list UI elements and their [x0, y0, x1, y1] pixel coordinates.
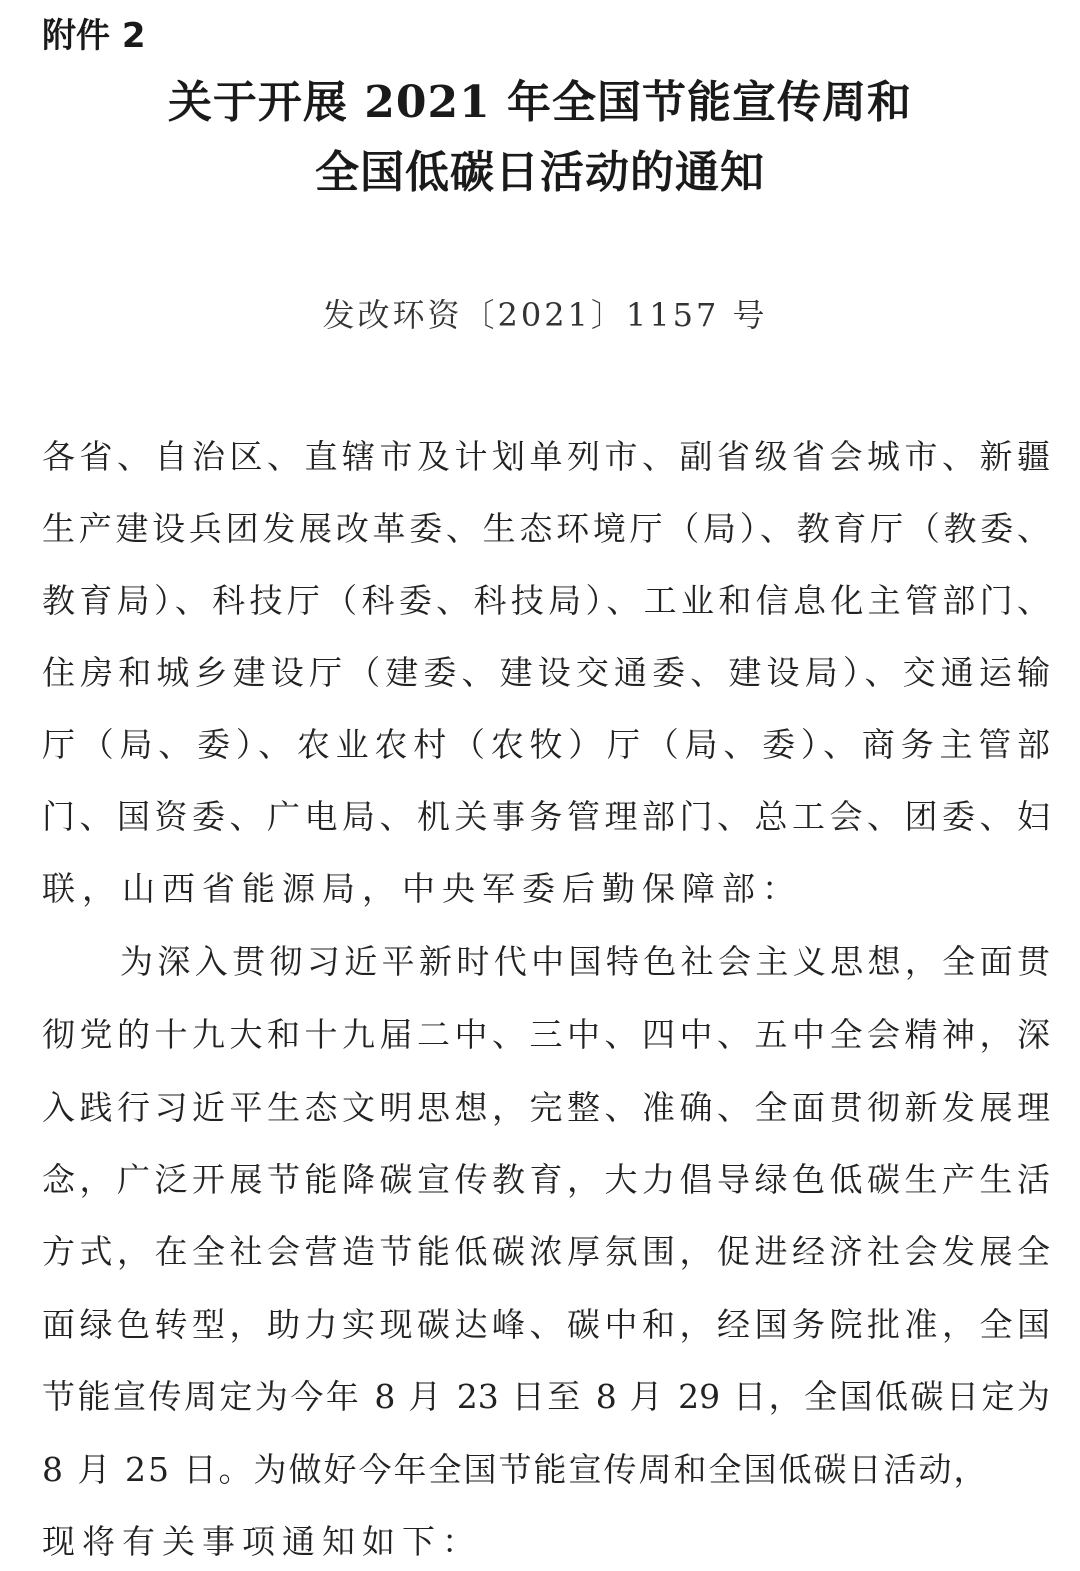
body-line: 生产建设兵团发展改革委、生态环境厅（局）、教育厅（教委、 — [42, 509, 1050, 548]
document-number: 发改环资〔2021〕1157 号 — [322, 296, 768, 334]
body-line: 方式，在全社会营造节能低碳浓厚氛围，促进经济社会发展全 — [42, 1232, 1050, 1271]
document-title-line-2: 全国低碳日活动的通知 — [315, 147, 765, 198]
body-line: 各省、自治区、直辖市及计划单列市、副省级省会城市、新疆 — [42, 437, 1050, 476]
body-line: 为深入贯彻习近平新时代中国特色社会主义思想，全面贯 — [120, 942, 1050, 981]
body-line: 现将有关事项通知如下： — [42, 1522, 482, 1561]
body-line: 面绿色转型，助力实现碳达峰、碳中和，经国务院批准，全国 — [42, 1305, 1050, 1344]
body-line: 住房和城乡建设厅（建委、建设交通委、建设局）、交通运输 — [42, 653, 1050, 692]
body-line: 节能宣传周定为今年 8 月 23 日至 8 月 29 日，全国低碳日定为 — [42, 1377, 1050, 1416]
body-line: 联，山西省能源局，中央军委后勤保障部： — [42, 869, 802, 908]
body-line: 门、国资委、广电局、机关事务管理部门、总工会、团委、妇 — [42, 797, 1050, 836]
document-title-line-1: 关于开展 2021 年全国节能宣传周和 — [167, 77, 913, 128]
body-line: 8 月 25 日。为做好今年全国节能宣传周和全国低碳日活动， — [42, 1450, 989, 1489]
body-line: 教育局）、科技厅（科委、科技局）、工业和信息化主管部门、 — [42, 581, 1050, 620]
attachment-label: 附件 2 — [42, 16, 146, 56]
body-line: 入践行习近平生态文明思想，完整、准确、全面贯彻新发展理 — [42, 1088, 1050, 1127]
body-line: 厅（局、委）、农业农村（农牧）厅（局、委）、商务主管部 — [42, 725, 1050, 764]
body-line: 彻党的十九大和十九届二中、三中、四中、五中全会精神，深 — [42, 1015, 1050, 1054]
body-line: 念，广泛开展节能降碳宣传教育，大力倡导绿色低碳生产生活 — [42, 1160, 1050, 1199]
